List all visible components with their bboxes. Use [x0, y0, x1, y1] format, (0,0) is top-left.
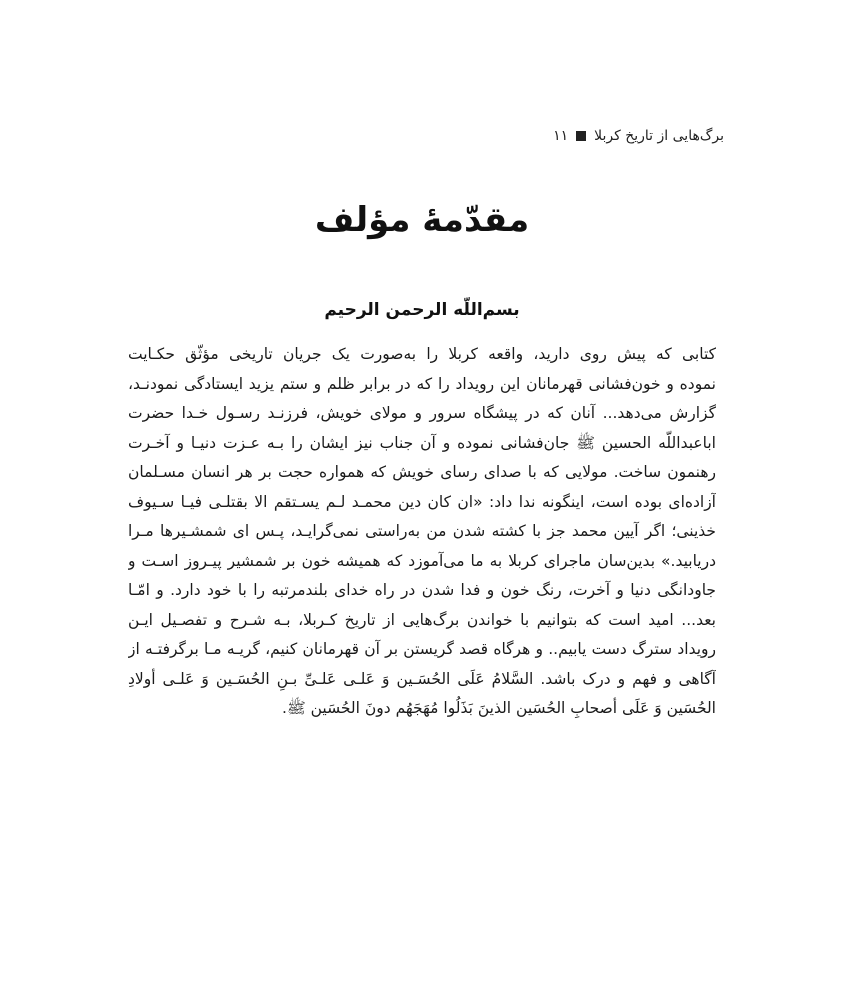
paragraph-line: نموده و خون‌فشانی قهرمانان این رویداد را که در برابر ظلم و ستم یزید ایستادگی نمودنـد، — [128, 374, 716, 393]
paragraph-line: آزاده‌ای بوده است، اینگونه ندا داد: «ان کان دین محمـد لـم یسـتقم الا بقتلـی فیـا سـیوف — [128, 492, 716, 511]
basmala-heading: بسم‌اللّه الرحمن الرحیم — [324, 300, 520, 320]
header-separator-square — [576, 131, 586, 141]
paragraph-line: کتابی که پیش روی دارید، واقعه کربلا را به‌صورت یک جریان تاریخی مؤثّق حکـایت — [128, 345, 716, 363]
chapter-title: مقدّمهٔ مؤلف — [314, 200, 530, 240]
paragraph-line: جاودانگی دنیا و آخرت، رنگ خون و فدا شدن در راه خدای بلندمرتبه را با خود دارد. و امّـا — [128, 581, 716, 599]
paragraph-line: خذینی؛ اگر آیین محمد جز با کشته شدن من به‌راستی نمی‌گرایـد، پـس ای شمشـیرها مـرا — [128, 522, 716, 540]
paragraph-line: آگاهی و فهم و درک باشد. السَّلامُ عَلَی الحُسَـین وَ عَلـی عَلـیِّ بـنِ الحُسَـین وَ عَلـی أولادِ — [128, 669, 716, 688]
paragraph-line: بعد... امید است که بتوانیم با خواندن برگ‌هایی از تاریخ کـربلا، بـه شـرح و تفصـیل ایـن — [128, 610, 716, 629]
paragraph-line: اباعبداللّه الحسین ﷺ جان‌فشانی نموده و آن جناب نیز ایشان را بـه عـزت دنیـا و آخـرت — [128, 433, 716, 452]
paragraph-line: گزارش می‌دهد... آنان که در پیشگاه سرور و مولای خویش، فرزنـد رسـول خـدا حضرت — [128, 404, 716, 422]
paragraph-line-last: الحُسَین وَ عَلَی أصحابِ الحُسَین الذینَ بَذَلُوا مُهَجَهُم دونَ الحُسَین ﷺ. — [282, 699, 716, 717]
running-header — [553, 128, 724, 144]
paragraph-line: دریابید.» بدین‌سان ماجرای کربلا به ما می‌آموزد که همیشه خون بر شمشیر پیـروز اسـت و — [128, 551, 716, 570]
body-paragraph — [128, 340, 716, 724]
header-page-number: ۱۱ — [553, 128, 569, 144]
paragraph-line: رهنمون ساخت. مولایی که با صدای رسای خویش که همواره حجت بر هر انسان مسـلمان — [128, 463, 716, 481]
paragraph-line: رویداد سترگ دست یابیم.. و هرگاه قصد گریستن بر آن قهرمانان کنیم، گریـه مـا برگرفتـه از — [128, 640, 716, 658]
header-book-title: برگ‌هایی از تاریخ کربلا — [594, 128, 724, 144]
